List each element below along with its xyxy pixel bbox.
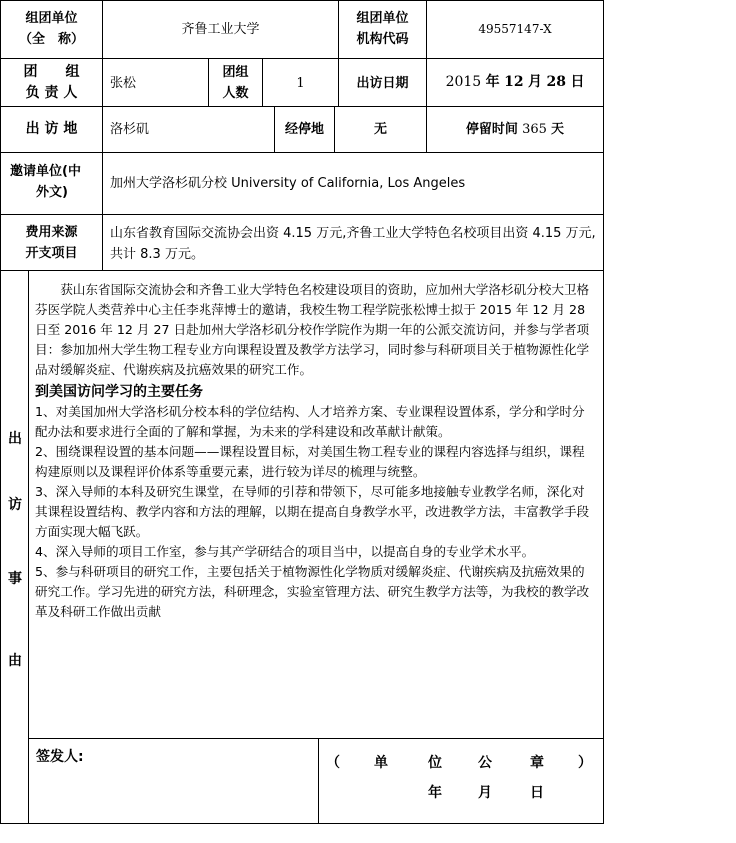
table-border	[603, 0, 604, 824]
task-item: 2、围绕课程设置的基本问题——课程设置目标，对美国生物工程专业的课程内容选择与组织，课程构建原则以及课程评价体系等重要元素，进行较为详尽的梳理与统整。	[35, 444, 585, 479]
org-label: 组团单位 （全 称）	[18, 11, 84, 47]
purpose-side-label: 出 访 事 由	[8, 431, 22, 669]
table-border	[0, 214, 604, 215]
table-border	[28, 738, 604, 739]
table-border	[318, 738, 319, 824]
org-value: 齐鲁工业大学	[181, 22, 260, 37]
table-border	[0, 106, 604, 107]
place-value: 洛杉矶	[110, 122, 150, 137]
place-label: 出 访 地	[25, 121, 78, 137]
task-item: 5、参与科研项目的研究工作，主要包括关于植物源性化学物质对缓解炎症、代谢疾病及抗癌效果的研究工作。学习先进的研究方法，科研理念，实验室管理方法、研究生教学方法等，为我校的教学改革及科研工作做出贡献	[35, 564, 590, 619]
org-code-value: 49557147-X	[478, 22, 552, 36]
tasks-title: 到美国访问学习的主要任务	[35, 384, 203, 400]
table-border	[0, 270, 604, 271]
count-value: 1	[296, 76, 305, 91]
purpose-intro: 获山东省国际交流协会和齐鲁工业大学特色名校建设项目的资助，应加州大学洛杉矶分校大卫格芬医学院人类营养中心主任李兆萍博士的邀请，我校生物工程学院张松博士拟于 2015 年 12 月 28 日至 2016 年 12 月 27 日赴加州大学洛杉矶分校作学院作为期一年的公派交流访问，并参与学者项目：参加加州大学生物工程专业方向课程设置及教学方法学习，同时参与科研项目关于植物源性化学品对缓解炎症、代谢疾病及抗癌效果的研究工作。	[35, 282, 590, 377]
visit-date: 2015 年 12 月 28 日	[445, 74, 585, 90]
leader-label: 团 组 负 责 人	[23, 64, 80, 101]
task-item: 1、对美国加州大学洛杉矶分校本科的学位结构、人才培养方案、专业课程设置体系，学分和学时分配办法和要求进行全面的了解和掌握，为未来的学科建设和改革献计献策。	[35, 404, 585, 439]
task-item: 4、深入导师的项目工作室，参与其产学研结合的项目当中，以提高自身的专业学术水平。	[35, 544, 535, 559]
count-label: 团组 人数	[222, 65, 249, 101]
fund-label: 费用来源 开支项目	[25, 225, 78, 261]
invite-label: 邀请单位(中 外文)	[10, 164, 81, 200]
table-border	[0, 58, 604, 59]
fund-value: 山东省教育国际交流协会出资 4.15 万元,齐鲁工业大学特色名校项目出资 4.15 万元,共计 8.3 万元。	[110, 226, 596, 262]
table-border	[0, 0, 604, 1]
stay-duration: 停留时间 365 天	[465, 122, 565, 137]
stop-value: 无	[373, 122, 387, 137]
table-border	[102, 0, 103, 270]
org-code-label: 组团单位 机构代码	[356, 11, 409, 47]
stop-label: 经停地	[284, 122, 324, 137]
signer-label: 签发人:	[36, 749, 84, 765]
table-border	[0, 823, 604, 824]
task-item: 3、深入导师的本科及研究生课堂，在导师的引荐和带领下，尽可能多地接触专业教学名师，深化对其课程设置结构、教学内容和方法的理解，以期在提高自身教学水平，改进教学方法，丰富教学手段方面实现大幅飞跃。	[35, 484, 590, 539]
invite-value: 加州大学洛杉矶分校 University of California, Los Angeles	[110, 176, 466, 191]
date-label: 出访日期	[356, 76, 409, 91]
purpose-body	[35, 280, 597, 622]
table-border	[0, 152, 604, 153]
leader-value: 张松	[110, 76, 137, 91]
table-border	[28, 270, 29, 824]
